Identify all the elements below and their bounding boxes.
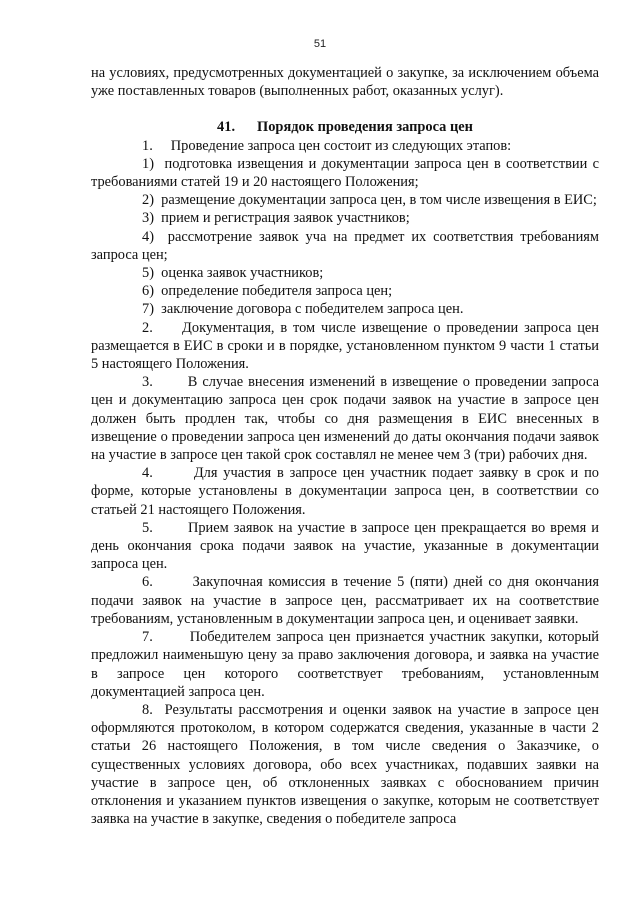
section-heading (91, 118, 599, 136)
page-number: 51 (313, 38, 327, 50)
document-body (91, 64, 599, 828)
list-item-6: 6) определение победителя запроса цен; (142, 283, 393, 300)
paragraph-1: 1. Проведение запроса цен состоит из следующих этапов: (142, 137, 512, 154)
list-item-4: 4) рассмотрение заявок уча на предмет их соответствия требованиям запроса цен; (91, 228, 599, 263)
list-item-5: 5) оценка заявок участников; (142, 265, 324, 282)
paragraph-3: 3. В случае внесения изменений в извещение о проведении запроса цен и документацию запроса цен срок подачи заявок на участие в запросе цен должен быть продлен так, чтобы со дня размещения в ЕИС внесенных в извещение о проведении запроса цен изменений до даты окончания подачи заявок на участие в запросе цен такой срок составлял не менее чем 3 (три) рабочих дня. (91, 374, 599, 464)
section-title: Порядок проведения запроса цен (257, 119, 473, 136)
paragraph-7: 7. Победителем запроса цен признается участник закупки, который предложил наименьшую цену за право заключения договора, и заявка на участие в запросе цен которого соответствует требованиям, установленным документацией запроса цен. (91, 629, 599, 700)
paragraph-4: 4. Для участия в запросе цен участник подает заявку в срок и по форме, которые установлены в документации запроса цен, в соответствии со статьей 21 настоящего Положения. (91, 465, 599, 518)
paragraph-5: 5. Прием заявок на участие в запросе цен прекращается во время и день окончания срока подачи заявок на участие, указанные в документации запроса цен. (91, 519, 599, 573)
intro-paragraph: на условиях, предусмотренных документацией о закупке, за исключением объема уже поставленных товаров (выполненных работ, оказанных услуг). (91, 65, 599, 100)
paragraph-2: 2. Документация, в том числе извещение о проведении запроса цен размещается в ЕИС в сроки и в порядке, установленном пунктом 9 части 1 статьи 5 настоящего Положения. (91, 319, 599, 373)
section-number: 41. (217, 119, 236, 136)
list-item-7: 7) заключение договора с победителем запроса цен. (142, 301, 464, 318)
paragraph-6: 6. Закупочная комиссия в течение 5 (пяти) дней со дня окончания подачи заявок на участие в запросе цен, рассматривает их на соответствие требованиям, установленным в документации запроса цен, и оценивает заявки. (91, 574, 599, 627)
list-item-3: 3) прием и регистрация заявок участников; (142, 210, 410, 227)
list-item-2: 2) размещение документации запроса цен, в том числе извещения в ЕИС; (142, 192, 597, 209)
paragraph-8: 8. Результаты рассмотрения и оценки заявок на участие в запросе цен оформляются протоколом, в котором содержатся сведения, указанные в части 2 статьи 26 настоящего Положения, в том числе сведения о Заказчике, о существенных условиях договора, обо всех участниках, подавших заявки на участие в запросе цен, об отклоненных заявках с обоснованием причин отклонения и указанием пунктов извещения о закупке, которым не соответствует заявка на участие в закупке, сведения о победителе запроса (91, 701, 599, 828)
list-item-1: 1) подготовка извещения и документации запроса цен в соответствии с требованиями статей 19 и 20 настоящего Положения; (91, 155, 599, 191)
